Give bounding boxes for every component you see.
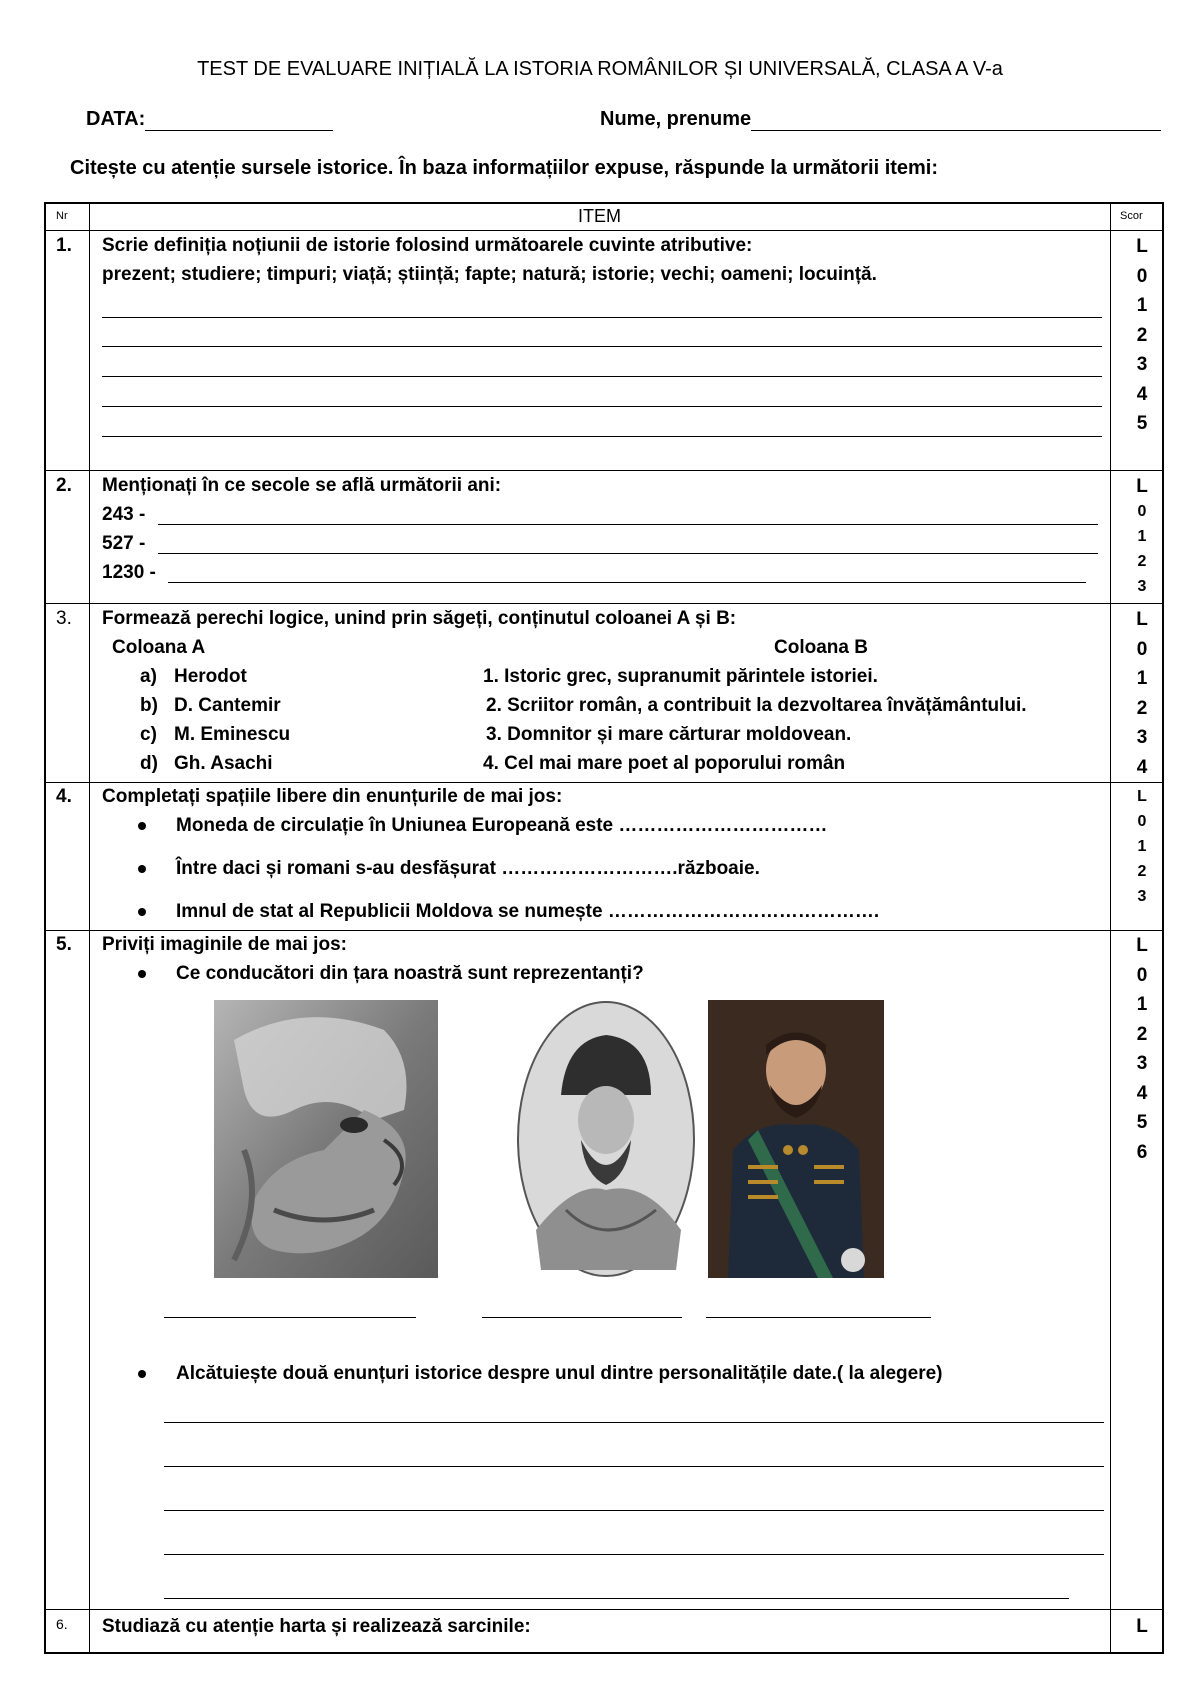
portrait-stone-relief — [214, 1000, 438, 1278]
score-value: 4 — [1136, 1082, 1148, 1104]
score-value: 5 — [1136, 1112, 1148, 1133]
item5-question — [138, 959, 644, 988]
item4-number: 4. — [56, 786, 72, 807]
col-header-item: ITEM — [578, 206, 621, 226]
item5-task — [138, 1359, 943, 1388]
item5-number: 5. — [56, 934, 72, 955]
score-value: 2 — [1136, 1023, 1148, 1045]
item2-scores — [1122, 474, 1162, 599]
name-blank[interactable] — [751, 130, 1161, 131]
a-text: Herodot — [174, 666, 247, 687]
item6-scores — [1122, 1612, 1162, 1641]
bullet-icon — [138, 865, 146, 873]
score-value: 0 — [1136, 964, 1148, 986]
date-field — [86, 108, 333, 131]
score-value: L — [1136, 476, 1148, 497]
answer-line[interactable] — [168, 582, 1086, 583]
a-letter: c) — [140, 724, 157, 745]
name-label: Nume, prenume — [600, 108, 752, 130]
score-value: 1 — [1136, 668, 1148, 689]
b-text: 3. Domnitor și mare cărturar moldovean. — [486, 724, 852, 745]
score-value: 1 — [1136, 994, 1148, 1015]
score-value: 3 — [1136, 354, 1148, 375]
portrait-oval-engraving — [516, 1000, 696, 1278]
item1-prompt: Scrie definiția noțiunii de istorie folosind următoarele cuvinte atributive: — [102, 235, 753, 256]
a-letter: d) — [140, 753, 158, 774]
answer-line[interactable] — [164, 1598, 1069, 1599]
date-blank[interactable] — [145, 130, 333, 131]
score-value: 0 — [1136, 265, 1148, 287]
portrait-colored-painting — [708, 1000, 884, 1278]
score-value: 1 — [1136, 295, 1148, 316]
bullet-icon — [138, 1370, 146, 1378]
score-value: 2 — [1136, 697, 1148, 719]
score-value: 2 — [1136, 324, 1148, 346]
name-field — [600, 108, 1161, 131]
item1-words: prezent; studiere; timpuri; viață; știință; fapte; natură; istorie; vechi; oameni; locuință. — [102, 264, 877, 285]
item1-number: 1. — [56, 235, 72, 256]
score-value: 0 — [1137, 503, 1147, 520]
item6-number: 6. — [56, 1616, 68, 1632]
answer-line[interactable] — [158, 553, 1098, 554]
year-1230: 1230 - — [102, 562, 156, 583]
answer-line[interactable] — [102, 317, 1102, 318]
fill-in-sentence — [138, 854, 760, 883]
score-value: 1 — [1137, 528, 1147, 545]
item1-scores — [1122, 232, 1162, 439]
item3-scores — [1122, 605, 1162, 782]
row-divider — [46, 1609, 1162, 1610]
a-text: Gh. Asachi — [174, 753, 273, 774]
item2-number: 2. — [56, 475, 72, 496]
score-value: 6 — [1136, 1141, 1148, 1163]
page-title: TEST DE EVALUARE INIȚIALĂ LA ISTORIA ROMÂNILOR ȘI UNIVERSALĂ, CLASA A V-a — [197, 58, 1003, 80]
score-value: L — [1136, 609, 1148, 630]
answer-line[interactable] — [706, 1317, 931, 1318]
score-value: L — [1136, 935, 1148, 956]
bullet-icon — [138, 822, 146, 830]
a-letter: a) — [140, 666, 157, 687]
score-value: L — [1136, 236, 1148, 257]
item3-number: 3. — [56, 608, 72, 629]
bullet-icon — [138, 908, 146, 916]
answer-line[interactable] — [482, 1317, 682, 1318]
col-divider-score — [1110, 204, 1111, 1652]
score-value: 5 — [1136, 413, 1148, 434]
year-527: 527 - — [102, 533, 146, 554]
col-header-score: Scor — [1120, 210, 1143, 222]
score-value: 1 — [1137, 838, 1147, 855]
score-value: 0 — [1137, 813, 1147, 830]
b-text: 4. Cel mai mare poet al poporului român — [483, 753, 846, 774]
item5-scores — [1122, 931, 1162, 1167]
score-value: 0 — [1136, 638, 1148, 660]
answer-line[interactable] — [102, 406, 1102, 407]
col-header-nr: Nr — [56, 210, 68, 222]
instruction-text: Citește cu atenție sursele istorice. În baza informațiilor expuse, răspunde la următorii itemi: — [70, 157, 939, 179]
answer-line[interactable] — [164, 1554, 1104, 1555]
a-letter: b) — [140, 695, 158, 716]
answer-line[interactable] — [102, 436, 1102, 437]
score-value: 3 — [1136, 727, 1148, 748]
answer-line[interactable] — [102, 376, 1102, 377]
item5-question-text: Ce conducători din țara noastră sunt reprezentanți? — [176, 963, 644, 984]
score-value: 3 — [1136, 1053, 1148, 1074]
answer-line[interactable] — [164, 1422, 1104, 1423]
answer-line[interactable] — [158, 524, 1098, 525]
score-value: 4 — [1136, 756, 1148, 778]
item6-prompt: Studiază cu atenție harta și realizează sarcinile: — [102, 1616, 531, 1637]
test-table — [44, 202, 1164, 1654]
score-value: 2 — [1137, 553, 1147, 570]
fill-in-text: Imnul de stat al Republicii Moldova se numește ……………………………………. — [176, 901, 880, 922]
item5-prompt: Priviți imaginile de mai jos: — [102, 934, 347, 955]
score-value: 3 — [1137, 888, 1147, 905]
item4-prompt: Completați spațiile libere din enunțurile de mai jos: — [102, 786, 563, 807]
answer-line[interactable] — [164, 1317, 416, 1318]
score-value: 3 — [1137, 578, 1147, 595]
score-value: 4 — [1136, 383, 1148, 405]
answer-line[interactable] — [164, 1466, 1104, 1467]
fill-in-sentence — [138, 811, 827, 840]
item5-task-text: Alcătuiește două enunțuri istorice despre unul dintre personalitățile date.( la alegere) — [176, 1363, 943, 1384]
b-text: 2. Scriitor român, a contribuit la dezvoltarea învățământului. — [486, 695, 1027, 716]
b-text: 1. Istoric grec, supranumit părintele istoriei. — [483, 666, 878, 687]
answer-line[interactable] — [164, 1510, 1104, 1511]
col-divider-nr — [89, 204, 90, 1652]
year-243: 243 - — [102, 504, 146, 525]
column-b-header: Coloana B — [774, 637, 868, 658]
date-label: DATA: — [86, 108, 146, 130]
item2-prompt: Menționați în ce secole se află următorii ani: — [102, 475, 502, 496]
answer-line[interactable] — [102, 346, 1102, 347]
item3-prompt: Formează perechi logice, unind prin săgeți, conținutul coloanei A și B: — [102, 608, 737, 629]
score-value: L — [1137, 788, 1147, 805]
fill-in-text: Între daci și romani s-au desfășurat ……………………….războaie. — [176, 858, 760, 879]
score-value: L — [1136, 1616, 1148, 1637]
fill-in-sentence — [138, 897, 879, 926]
fill-in-text: Moneda de circulație în Uniunea Europeană este …………………………… — [176, 815, 828, 836]
score-value: 2 — [1137, 863, 1147, 880]
column-a-header: Coloana A — [112, 637, 206, 658]
item4-scores — [1122, 784, 1162, 909]
a-text: M. Eminescu — [174, 724, 291, 745]
bullet-icon — [138, 970, 146, 978]
a-text: D. Cantemir — [174, 695, 281, 716]
